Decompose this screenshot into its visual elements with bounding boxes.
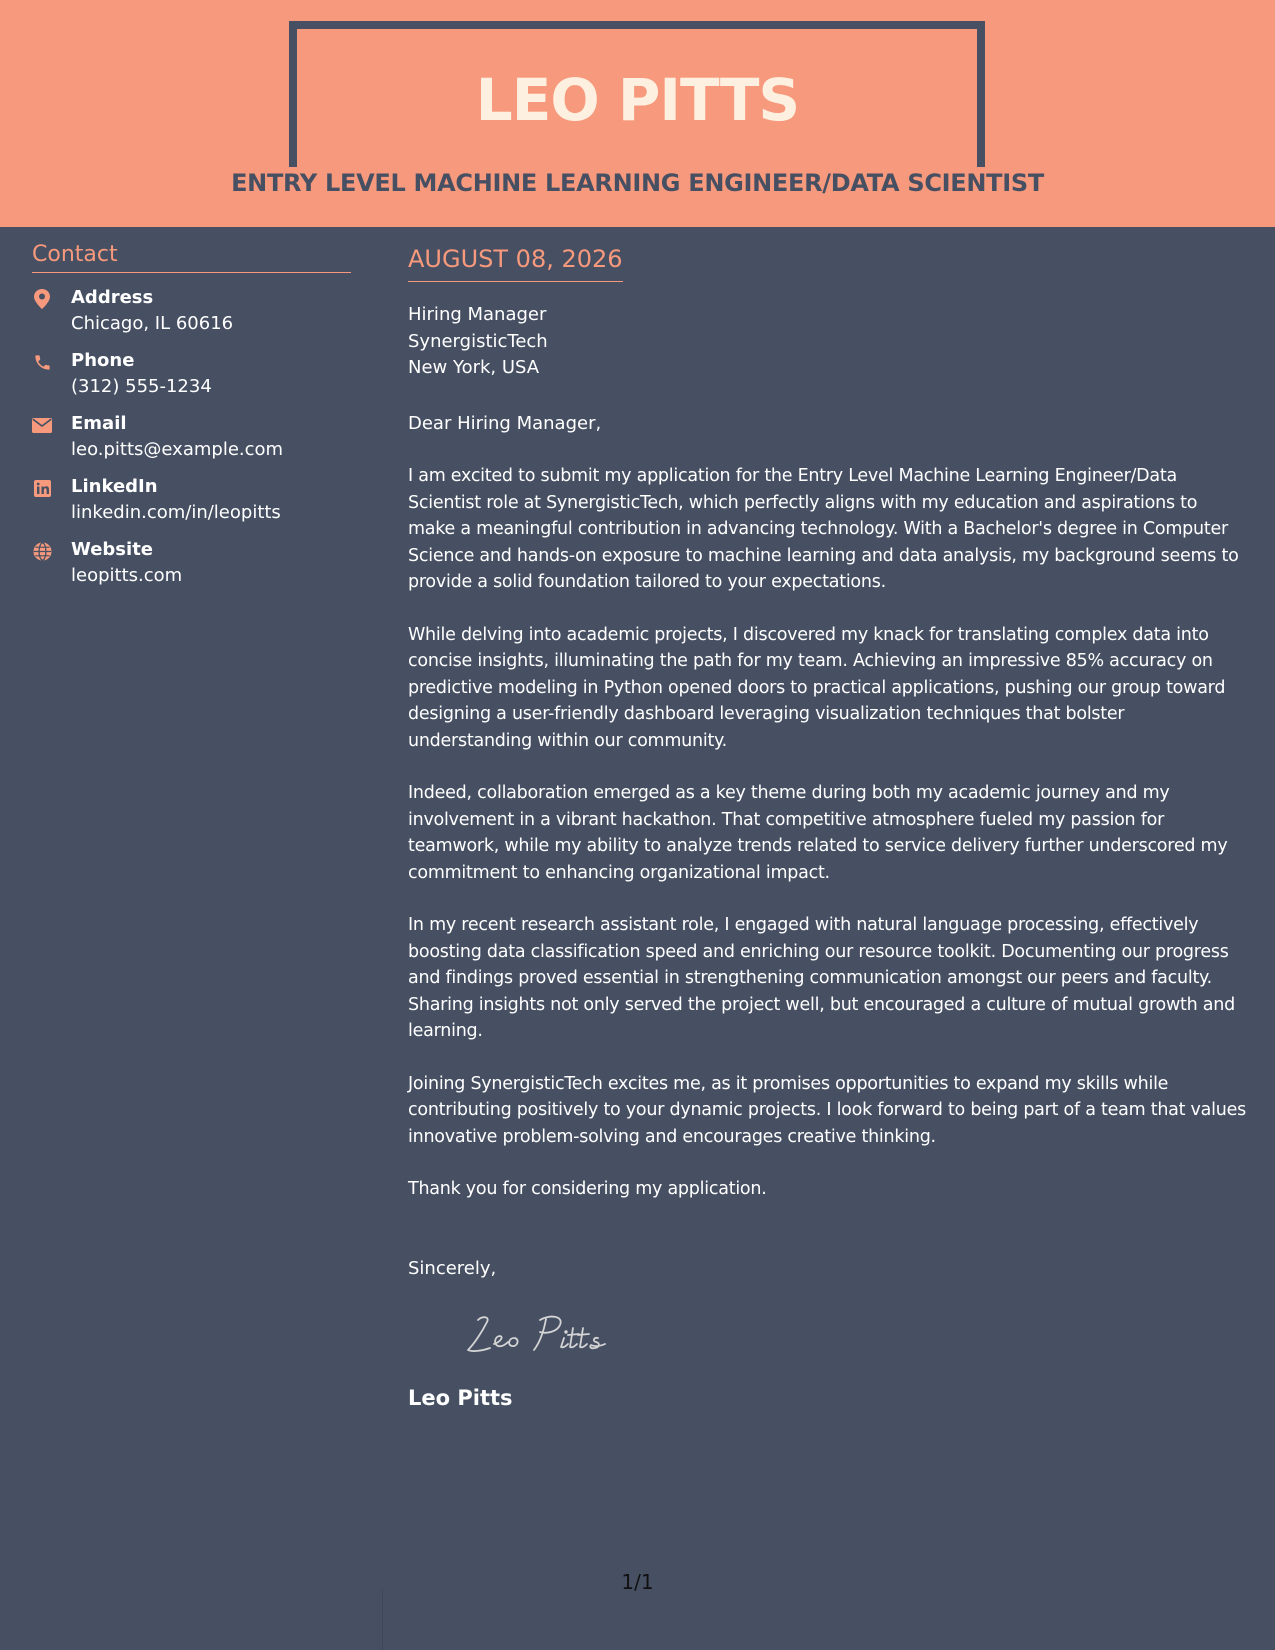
address-value: Chicago, IL 60616	[71, 313, 234, 334]
envelope-icon	[32, 415, 52, 435]
recipient-line: New York, USA	[408, 357, 540, 378]
body-paragraph: While delving into academic projects, I discovered my knack for translating complex data into concise insights, illuminating the path for my team. Achieving an impressive 85% accuracy on predictive modeling in Python opened doors to practical applications, pushing our group toward designing a user-friendly dashboard leveraging visualization techniques that bolster understanding within our community.	[408, 624, 1226, 751]
page-number: 1/1	[621, 1570, 654, 1594]
header-banner	[0, 0, 1275, 227]
recipient-block	[408, 302, 1248, 382]
contact-item-phone	[32, 348, 351, 411]
body-paragraph: In my recent research assistant role, I engaged with natural language processing, effectively boosting data classification speed and enriching our resource toolkit. Documenting our progress and findings proved essential in strengthening communication amongst our peers and faculty. Sharing insights not only served the project well, but encouraged a culture of mutual growth and learning.	[408, 915, 1235, 1041]
contact-label: Website	[71, 539, 154, 560]
handwritten-signature	[460, 1310, 1248, 1365]
website-value: leopitts.com	[71, 565, 183, 586]
contact-list	[32, 285, 351, 600]
contact-label: Email	[71, 413, 127, 434]
applicant-name: LEO PITTS	[475, 66, 800, 134]
contact-item-address	[32, 285, 351, 348]
map-pin-icon	[32, 289, 52, 309]
linkedin-icon	[32, 478, 52, 498]
contact-label: Phone	[71, 350, 135, 371]
linkedin-value: linkedin.com/in/leopitts	[71, 502, 281, 523]
email-value: leo.pitts@example.com	[71, 439, 284, 460]
body-paragraph: Indeed, collaboration emerged as a key theme during both my academic journey and my involvement in a vibrant hackathon. That competitive atmosphere fueled my passion for teamwork, while my ability to analyze trends related to service delivery further underscored my commitment to enhancing organizational impact.	[408, 783, 1228, 883]
contact-label: Address	[71, 287, 154, 308]
closing: Sincerely,	[408, 1257, 497, 1279]
letter-body	[408, 243, 1248, 1413]
job-title: ENTRY LEVEL MACHINE LEARNING ENGINEER/DATA SCIENTIST	[231, 169, 1044, 197]
greeting: Dear Hiring Manager,	[408, 412, 602, 434]
recipient-line: SynergisticTech	[408, 330, 548, 352]
contact-sidebar	[32, 240, 351, 600]
body-paragraph: Thank you for considering my application.	[408, 1179, 767, 1199]
recipient-line: Hiring Manager	[408, 304, 547, 325]
phone-icon	[32, 352, 52, 372]
letter-date: AUGUST 08, 2026	[408, 243, 623, 282]
column-divider	[382, 1590, 383, 1650]
contact-label: LinkedIn	[71, 476, 158, 497]
globe-icon	[32, 541, 52, 561]
body-paragraph: Joining SynergisticTech excites me, as it promises opportunities to expand my skills while contributing positively to your dynamic projects. I look forward to being part of a team that values innovative problem-solving and encourages creative thinking.	[408, 1073, 1246, 1147]
contact-item-website	[32, 537, 351, 600]
contact-item-linkedin	[32, 474, 351, 537]
contact-heading: Contact	[32, 240, 351, 273]
phone-value: (312) 555-1234	[71, 376, 212, 397]
contact-item-email	[32, 411, 351, 474]
body-paragraph: I am excited to submit my application for the Entry Level Machine Learning Engineer/Data Scientist role at SynergisticTech, which perfectly aligns with my education and aspirations to make a meaningful contribution in advancing technology. With a Bachelor's degree in Computer Science and hands-on exposure to machine learning and data analysis, my background seems to provide a solid foundation tailored to your expectations.	[408, 466, 1239, 592]
signer-name: Leo Pitts	[408, 1386, 513, 1410]
